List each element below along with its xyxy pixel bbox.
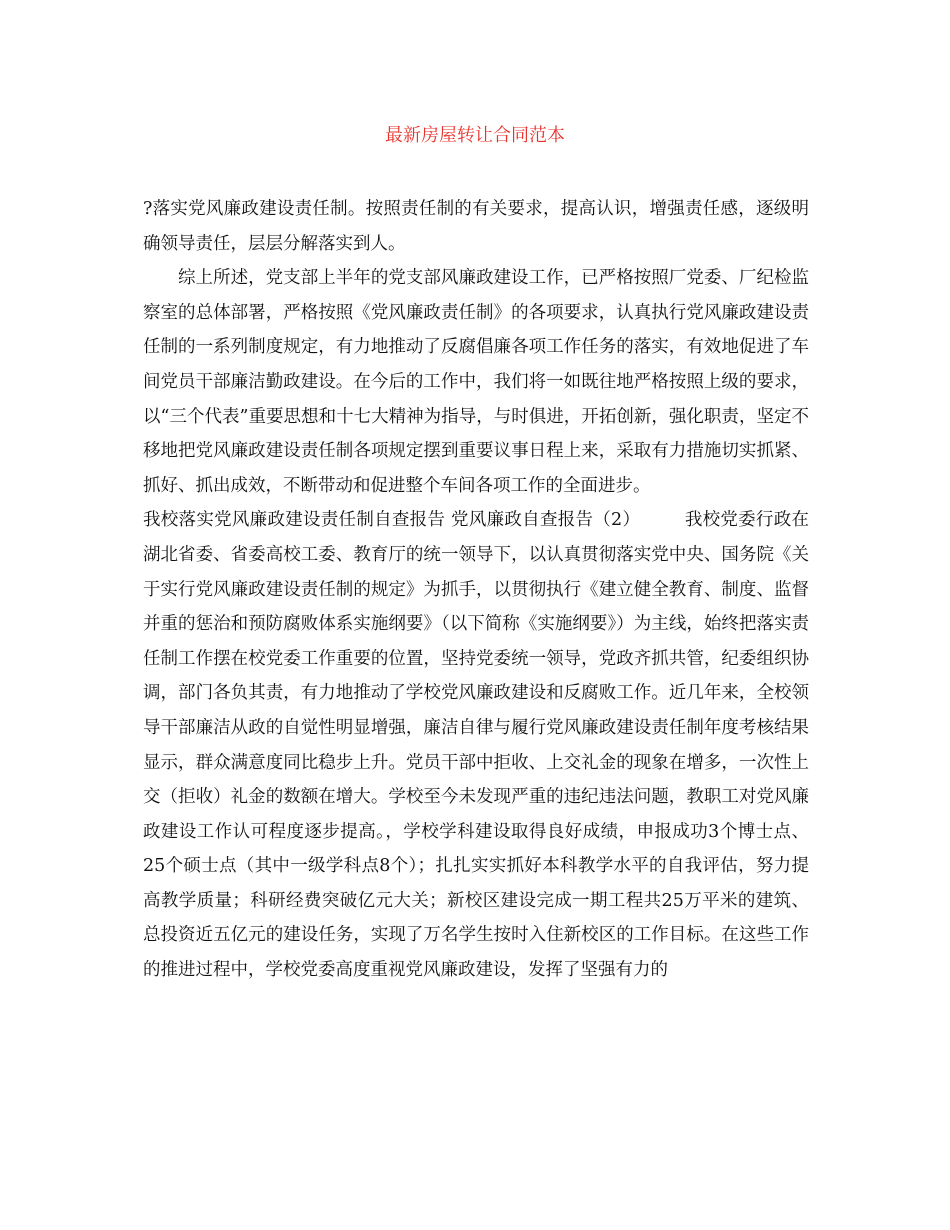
document-title: 最新房屋转让合同范本: [385, 125, 565, 146]
document-body: [143, 192, 809, 988]
paragraph-1: ?落实党风廉政建设责任制。按照责任制的有关要求，提高认识，增强责任感，逐级明确领导责任，层层分解落实到人。: [143, 199, 809, 254]
paragraph-3: 我校落实党风廉政建设责任制自查报告 党风廉政自查报告（2） 我校党委行政在湖北省委、省委高校工委、教育厅的统一领导下，以认真贯彻落实党中央、国务院《关于实行党风廉政建设责任制的规定》为抓手，以贯彻执行《建立健全教育、制度、监督并重的惩治和预防腐败体系实施纲要》（以下简称《实施纲要》）为主线，始终把落实责任制工作摆在校党委工作重要的位置，坚持党委统一领导，党政齐抓共管，纪委组织协调，部门各负其责，有力地推动了学校党风廉政建设和反腐败工作。近几年来，全校领导干部廉洁从政的自觉性明显增强，廉洁自律与履行党风廉政建设责任制年度考核结果显示，群众满意度同比稳步上升。党员干部中拒收、上交礼金的现象在增多，一次性上交（拒收）礼金的数额在增大。学校至今未发现严重的违纪违法问题，教职工对党风廉政建设工作认可程度逐步提高。，学校学科建设取得良好成绩，申报成功3个博士点、25个硕士点（其中一级学科点8个）；扎扎实实抓好本科教学水平的自我评估，努力提高教学质量；科研经费突破亿元大关；新校区建设完成一期工程共25万平米的建筑、总投资近五亿元的建设任务，实现了万名学生按时入住新校区的工作目标。在这些工作的推进过程中，学校党委高度重视党风廉政建设，发挥了坚强有力的: [143, 510, 809, 981]
paragraph-2: 综上所述，党支部上半年的党支部风廉政建设工作，已严格按照厂党委、厂纪检监察室的总体部署，严格按照《党风廉政责任制》的各项要求，认真执行党风廉政建设责任制的一系列制度规定，有力地推动了反腐倡廉各项工作任务的落实，有效地促进了车间党员干部廉洁勤政建设。在今后的工作中，我们将一如既往地严格按照上级的要求，以“三个代表”重要思想和十七大精神为指导，与时俱进，开拓创新，强化职责，坚定不移地把党风廉政建设责任制各项规定摆到重要议事日程上来，采取有力措施切实抓紧、抓好、抓出成效，不断带动和促进整个车间各项工作的全面进步。: [143, 268, 809, 496]
